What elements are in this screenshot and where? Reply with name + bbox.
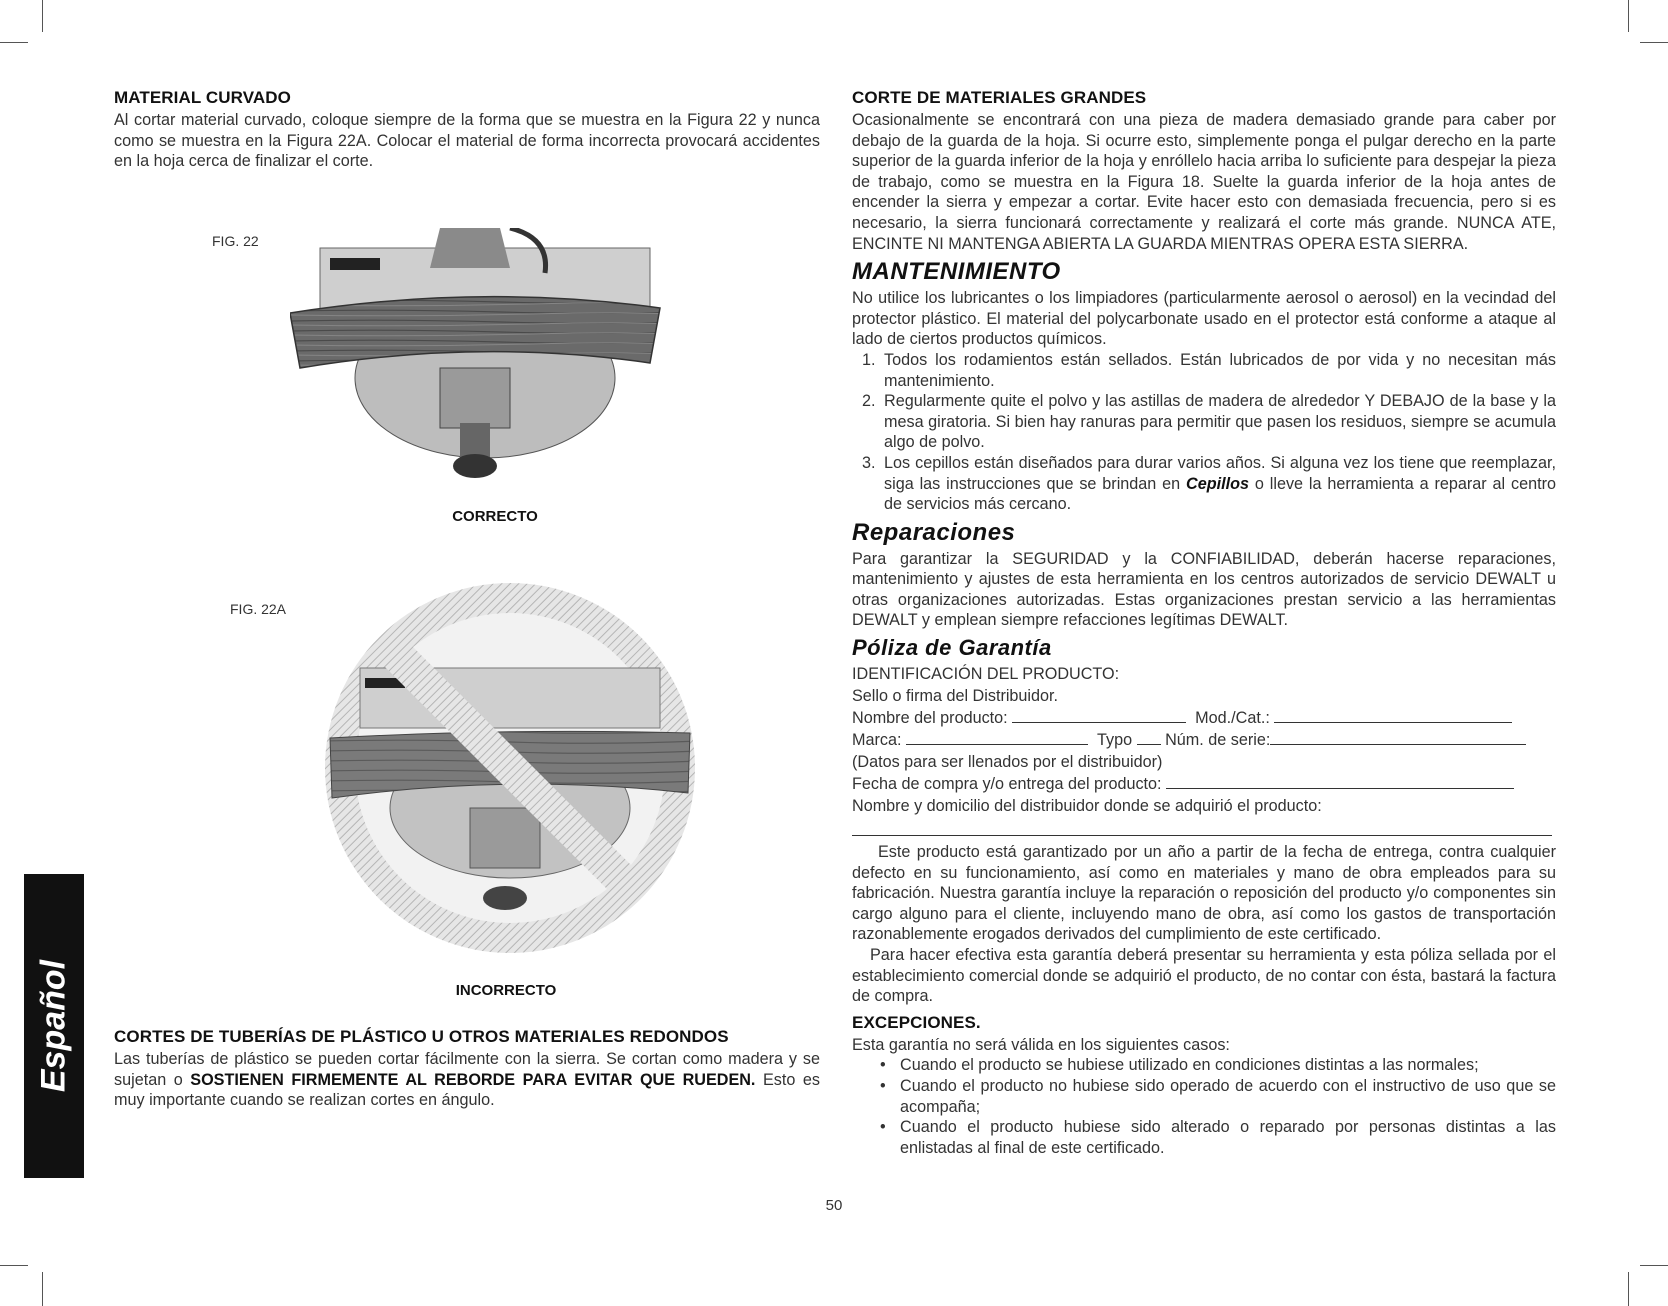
- left-column: [114, 88, 820, 172]
- garantia-heading: Póliza de Garantía: [852, 635, 1052, 661]
- tuberias-section: [114, 1027, 820, 1111]
- language-tab-label: Español: [34, 959, 73, 1093]
- tuberias-text: [114, 1049, 820, 1111]
- mantenimiento-heading: MANTENIMIENTO: [852, 258, 1061, 286]
- fig22a-caption: INCORRECTO: [455, 982, 557, 999]
- form-datos: (Datos para ser llenados por el distribuidor): [852, 753, 1163, 772]
- language-tab: [24, 874, 84, 1178]
- fig22-caption: CORRECTO: [452, 508, 538, 525]
- list-item: • Cuando el producto no hubiese sido operado de acuerdo con el instructivo de uso que se acompaña;: [880, 1077, 1556, 1116]
- reparaciones-heading: Reparaciones: [852, 518, 1016, 546]
- list-item: • Cuando el producto se hubiese utilizado en condiciones distintas a las normales;: [880, 1056, 1479, 1075]
- tuberias-heading: CORTES DE TUBERÍAS DE PLÁSTICO U OTROS MATERIALES REDONDOS: [114, 1027, 729, 1046]
- list-item: 2. Regularmente quite el polvo y las astillas de madera de alrededor Y DEBAJO de la base y la mesa giratoria. Si bien hay ranuras para permitir que pasen los residuos, siempre se acumula algo de polvo.: [862, 392, 1556, 452]
- grandes-heading: CORTE DE MATERIALES GRANDES: [852, 88, 1147, 107]
- material-curvado-text: Al cortar material curvado, coloque siempre de la forma que se muestra en la Figura 22 y nunca como se muestra en la Figura 22A. Colocar el material de forma incorrecta provocará accidentes en la hoja cerca de finalizar el corte.: [114, 111, 820, 171]
- tuberias-text-2: Esto es muy importante cuando se realizan cortes en ángulo.: [114, 1070, 821, 1110]
- list-item: • Cuando el producto hubiese sido alterado o reparado por personas distintas a las enlistadas al final de este certificado.: [880, 1118, 1556, 1157]
- mantenimiento-text: No utilice los lubricantes o los limpiadores (particularmente aerosol o aerosol) en la vecindad del protector plástico. El material del polycarbonate usado en el protector está conforme a ataque al lado de ciertos productos químicos.: [852, 289, 1556, 349]
- form-identificacion: IDENTIFICACIÓN DEL PRODUCTO:: [852, 665, 1120, 684]
- excepciones-heading: EXCEPCIONES.: [852, 1012, 981, 1032]
- garantia-p2: Para hacer efectiva esta garantía deberá presentar su herramienta y esta póliza sellada por el establecimiento comercial donde se adquirió el producto, de no contar con ésta, bastará la factura de compra.: [852, 946, 1556, 1006]
- form-row-marca: Marca: Typo Núm. de serie:: [852, 729, 1556, 751]
- crop-mark: [0, 1265, 28, 1266]
- form-domicilio: Nombre y domicilio del distribuidor donde se adquirió el producto:: [852, 797, 1322, 816]
- material-curvado-heading: MATERIAL CURVADO: [114, 88, 291, 107]
- fig22-illustration: [290, 228, 710, 503]
- grandes-text: Ocasionalmente se encontrará con una pieza de madera demasiado grande para caber por debajo de la guarda de la hoja. Si ocurre esto, simplemente ponga el pulgar derecho en la parte superior de la guarda inferior de la hoja y enróllelo hacia arriba lo suficiente para despejar la pieza de trabajo, como se muestra en la Figura 18. Suelte la guarda inferior de la hoja antes de encender la sierra y empezar a cortar. Evite hacer esto con demasiada frecuencia, pero si es necesario, la sierra funcionará correctamente y realizará el corte más grande. NUNCA ATE, ENCINTE NI MANTENGA ABIERTA LA GUARDA MIENTRAS OPERA ESTA SIERRA.: [852, 111, 1556, 253]
- nombre-producto-field[interactable]: [1012, 708, 1186, 723]
- domicilio-field[interactable]: [852, 821, 1552, 836]
- reparaciones-text: Para garantizar la SEGURIDAD y la CONFIABILIDAD, deberán hacerse reparaciones, mantenimiento y ajustes de esta herramienta en los centros autorizados de servicio DEWALT u otras organizaciones autorizadas. Estas organizaciones prestan servicio a las herramientas DEWALT y emplean siempre refacciones legítimas DEWALT.: [852, 549, 1556, 630]
- form-sello: Sello o firma del Distribuidor.: [852, 687, 1059, 706]
- fecha-field[interactable]: [1166, 774, 1514, 789]
- num-serie-field[interactable]: [1270, 730, 1526, 745]
- crop-mark: [0, 42, 28, 43]
- excepciones-intro: Esta garantía no será válida en los siguientes casos:: [852, 1035, 1230, 1054]
- crop-mark: [1640, 1265, 1668, 1266]
- crop-mark: [42, 0, 43, 32]
- list-item: 1. Todos los rodamientos están sellados. Están lubricados de por vida y no necesitan más mantenimiento.: [862, 350, 1556, 390]
- fig22a-illustration: [320, 578, 700, 958]
- right-column: [852, 88, 1556, 1158]
- crop-mark: [1628, 1272, 1629, 1306]
- form-row-producto: Nombre del producto: Mod./Cat.:: [852, 707, 1556, 729]
- crop-mark: [1628, 0, 1629, 32]
- marca-field[interactable]: [906, 730, 1088, 745]
- list-item: 3. Los cepillos están diseñados para durar varios años. Si alguna vez los tiene que reemplazar, siga las instrucciones que se brindan en Cepillos o lleve la herramienta a reparar al centro de servicios más cercano.: [862, 453, 1556, 514]
- excepciones-list: [852, 1055, 1556, 1158]
- cepillos-link: Cepillos: [1186, 474, 1250, 493]
- crop-mark: [1640, 42, 1668, 43]
- garantia-p1: Este producto está garantizado por un año a partir de la fecha de entrega, contra cualquier defecto en su funcionamiento, así como en materiales y mano de obra empleados para su fabricación. Nuestra garantía incluye la reparación o reposición del producto y/o componentes sin cargo alguno para el cliente, incluyendo mano de obra, así como los gastos de transportación razonablemente erogados derivados del cumplimiento de este certificado.: [852, 843, 1556, 944]
- fig22-label: FIG. 22: [212, 233, 259, 249]
- fig22a-label: FIG. 22A: [230, 601, 287, 617]
- form-row-fecha: Fecha de compra y/o entrega del producto:: [852, 773, 1556, 795]
- mantenimiento-list: [852, 350, 1556, 515]
- crop-mark: [42, 1272, 43, 1306]
- page-number: 50: [825, 1197, 843, 1214]
- tuberias-text-1: Las tuberías de plástico se pueden cortar fácilmente con la sierra. Se cortan como madera y se sujetan o: [114, 1050, 820, 1089]
- mod-cat-field[interactable]: [1274, 708, 1512, 723]
- tuberias-bold: SOSTIENEN FIRMEMENTE AL REBORDE PARA EVITAR QUE RUEDEN.: [190, 1070, 756, 1089]
- typo-field[interactable]: [1137, 730, 1161, 745]
